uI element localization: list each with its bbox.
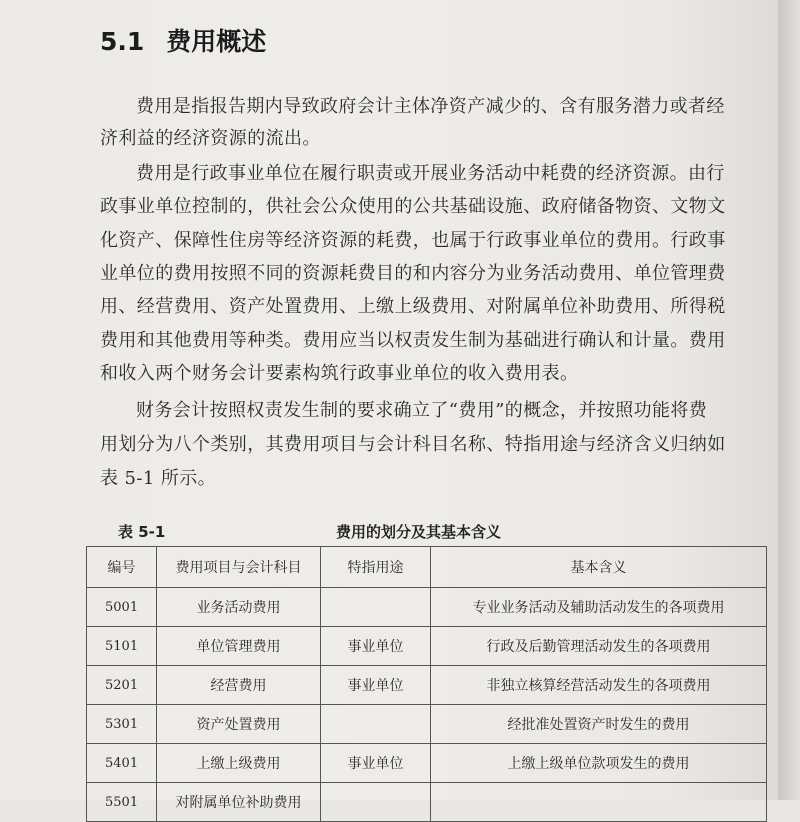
table-row (87, 744, 767, 783)
paragraph-line: 表 5-1 所示。 (100, 468, 217, 489)
expense-table (86, 546, 767, 822)
cell-code: 5301 (87, 705, 157, 744)
table-row (87, 705, 767, 744)
cell-meaning: 非独立核算经营活动发生的各项费用 (431, 666, 767, 705)
cell-use (321, 705, 431, 744)
cell-use: 事业单位 (321, 666, 431, 705)
paragraph-line: 济利益的经济资源的流出。 (100, 128, 321, 149)
cell-item: 上缴上级费用 (157, 744, 321, 783)
paragraph-line: 用划分为八个类别，其费用项目与会计科目名称、特指用途与经济含义归纳如 (100, 434, 726, 455)
paragraph-line: 化资产、保障性住房等经济资源的耗费，也属于行政事业单位的费用。行政事 (100, 230, 726, 251)
section-title: 费用概述 (166, 27, 267, 56)
cell-use (321, 783, 431, 822)
table-header-row (87, 547, 767, 588)
cell-meaning (431, 783, 767, 822)
paragraph-line: 财务会计按照权责发生制的要求确立了“费用”的概念，并按照功能将费 (136, 400, 708, 421)
cell-meaning: 上缴上级单位款项发生的费用 (431, 744, 767, 783)
cell-meaning: 专业业务活动及辅助活动发生的各项费用 (431, 588, 767, 627)
table-row (87, 627, 767, 666)
cell-code: 5101 (87, 627, 157, 666)
cell-meaning: 经批准处置资产时发生的费用 (431, 705, 767, 744)
book-spine-shadow (778, 0, 800, 800)
header-use: 特指用途 (321, 547, 431, 588)
cell-item: 单位管理费用 (157, 627, 321, 666)
paragraph-line: 政事业单位控制的，供社会公众使用的公共基础设施、政府储备物资、文物文 (100, 196, 726, 217)
table-row (87, 783, 767, 822)
cell-code: 5201 (87, 666, 157, 705)
cell-item: 经营费用 (157, 666, 321, 705)
cell-code: 5001 (87, 588, 157, 627)
cell-item: 对附属单位补助费用 (157, 783, 321, 822)
table-row (87, 588, 767, 627)
cell-meaning: 行政及后勤管理活动发生的各项费用 (431, 627, 767, 666)
cell-use: 事业单位 (321, 744, 431, 783)
section-number: 5.1 (100, 27, 145, 56)
cell-code: 5401 (87, 744, 157, 783)
table-title: 费用的划分及其基本含义 (336, 523, 502, 541)
paragraph-line: 费用是指报告期内导致政府会计主体净资产减少的、含有服务潜力或者经 (136, 96, 725, 117)
cell-item: 业务活动费用 (157, 588, 321, 627)
table-row (87, 666, 767, 705)
cell-code: 5501 (87, 783, 157, 822)
cell-item: 资产处置费用 (157, 705, 321, 744)
header-code: 编号 (87, 547, 157, 588)
paragraph-line: 费用和其他费用等种类。费用应当以权责发生制为基础进行确认和计量。费用 (100, 330, 726, 351)
paragraph-line: 费用是行政事业单位在履行职责或开展业务活动中耗费的经济资源。由行 (136, 163, 725, 184)
cell-use: 事业单位 (321, 627, 431, 666)
paragraph-line: 用、经营费用、资产处置费用、上缴上级费用、对附属单位补助费用、所得税 (100, 296, 726, 317)
table-label: 表 5-1 (118, 523, 166, 541)
paragraph-line: 和收入两个财务会计要素构筑行政事业单位的收入费用表。 (100, 363, 579, 384)
section-heading (100, 22, 266, 58)
paragraph-line: 业单位的费用按照不同的资源耗费目的和内容分为业务活动费用、单位管理费 (100, 263, 726, 284)
cell-use (321, 588, 431, 627)
header-item: 费用项目与会计科目 (157, 547, 321, 588)
header-meaning: 基本含义 (431, 547, 767, 588)
